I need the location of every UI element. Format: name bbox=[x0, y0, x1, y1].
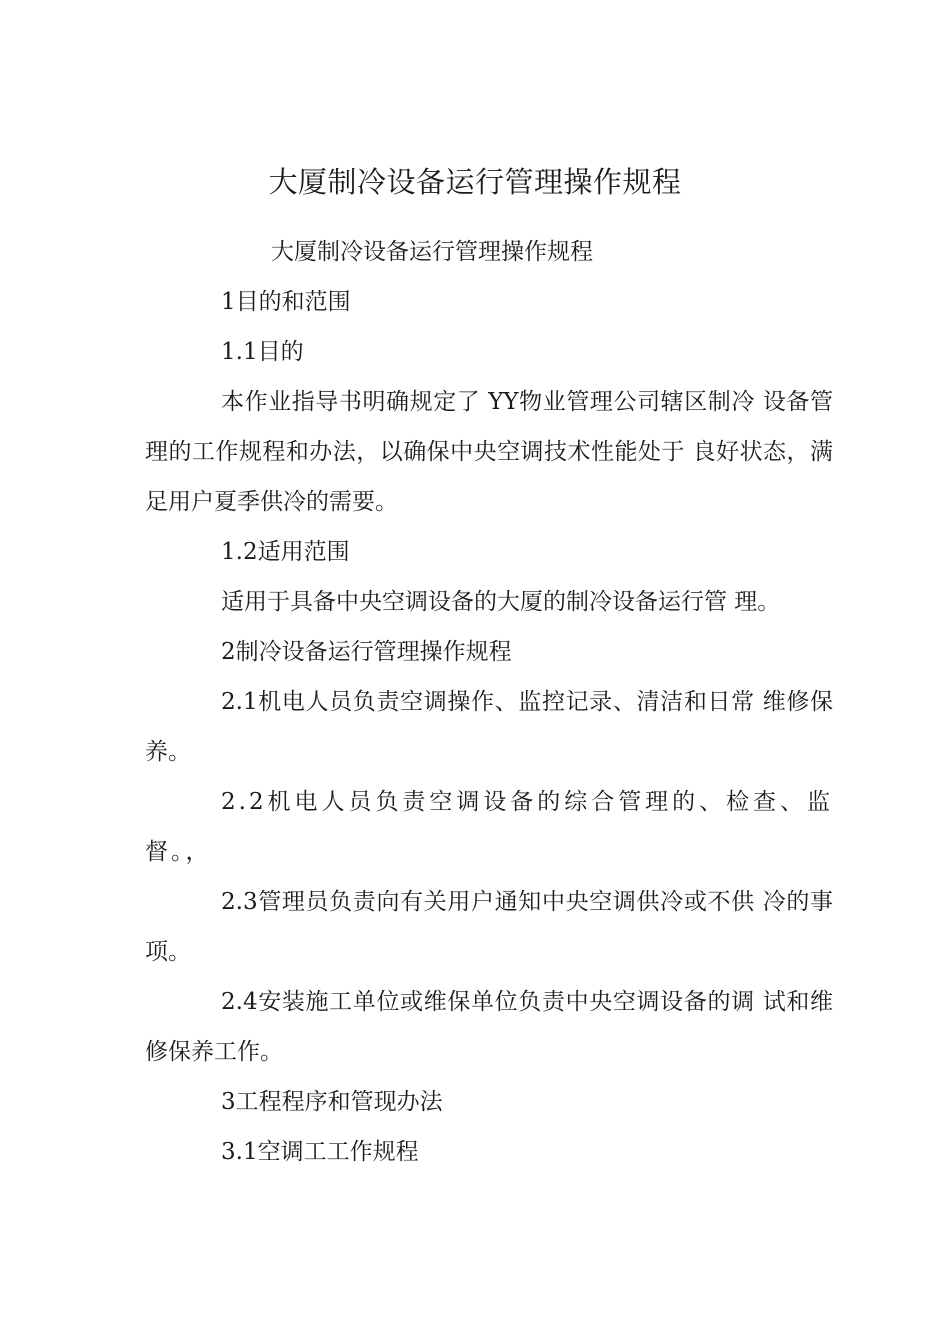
section-heading: 3工程程序和管现办法 bbox=[221, 1089, 443, 1115]
subsection-heading: 1.2适用范围 bbox=[221, 539, 350, 565]
body-paragraph: 本作业指导书明确规定了 YY物业管理公司辖区制冷 设备管理的工作规程和办法，以确保中央空调技术性能处于 良好状态，满足用户夏季供冷的需要。 bbox=[145, 389, 833, 515]
subtitle-paragraph: 大厦制冷设备运行管理操作规程 bbox=[271, 239, 593, 265]
section-heading: 2制冷设备运行管理操作规程 bbox=[221, 639, 512, 665]
section-heading: 1目的和范围 bbox=[221, 289, 351, 315]
subsection-heading: 1.1目的 bbox=[221, 339, 304, 365]
document-title: 大厦制冷设备运行管理操作规程 bbox=[268, 165, 682, 199]
body-paragraph: 2.1机电人员负责空调操作、监控记录、清洁和日常 维修保养。 bbox=[145, 689, 833, 765]
body-paragraph: 2.2机电人员负责空调设备的综合管理的、检查、监督。， bbox=[145, 789, 833, 865]
subsection-heading: 3.1空调工工作规程 bbox=[221, 1139, 419, 1165]
body-paragraph: 2.4安装施工单位或维保单位负责中央空调设备的调 试和维修保养工作。 bbox=[145, 989, 833, 1065]
document-body bbox=[145, 227, 833, 1177]
body-paragraph: 适用于具备中央空调设备的大厦的制冷设备运行管 理。 bbox=[221, 589, 781, 615]
body-paragraph: 2.3管理员负责向有关用户通知中央空调供冷或不供 冷的事项。 bbox=[145, 889, 833, 965]
